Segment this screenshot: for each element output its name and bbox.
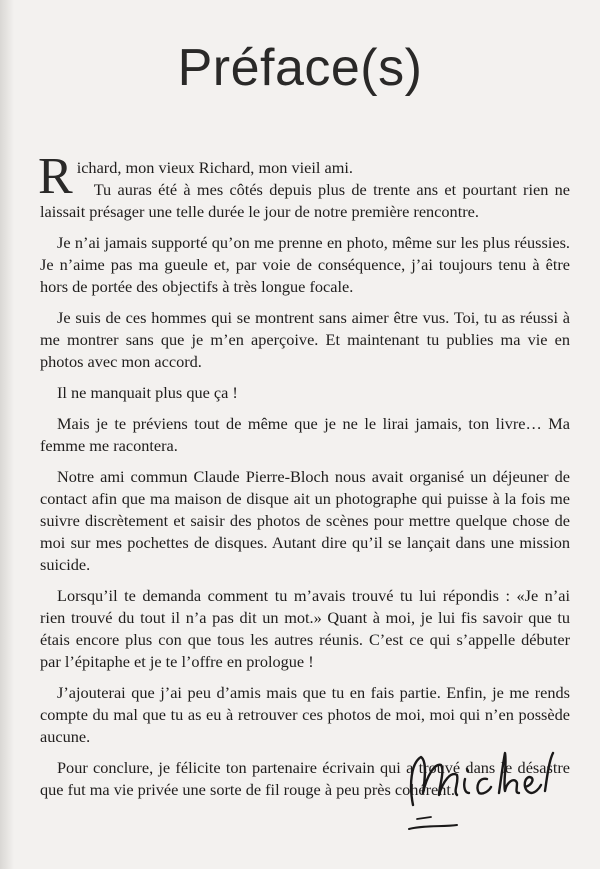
paragraph: Il ne manquait plus que ça ! — [57, 383, 238, 402]
paragraph: Je suis de ces hommes qui se montrent sans aimer être vus. Toi, tu as réussi à me montrer sans que je m’en aperçoive. Et maintenant tu publies ma vie en photos avec mon accord. — [40, 308, 570, 371]
drop-cap: R — [38, 148, 73, 205]
paragraph: Tu auras été à mes côtés depuis plus de trente ans et pourtant rien ne laissait présager une telle durée le jour de notre première rencontre. — [40, 180, 570, 221]
handwritten-signature — [395, 735, 565, 845]
paragraph: Mais je te préviens tout de même que je ne le lirai jamais, ton livre… Ma femme me racontera. — [40, 414, 570, 455]
paragraph: Lorsqu’il te demanda comment tu m’avais trouvé tu lui répondis : «Je n’ai rien trouvé du tout il n’a pas dit un mot.» Quant à moi, je lui fis savoir que tu étais encore plus con que tous les autres réunis. C’est ce qui s’appelle débuter par l’épitaphe et je te l’offre en prologue ! — [40, 586, 570, 671]
paragraph: Je n’ai jamais supporté qu’on me prenne en photo, même sur les plus réussies. Je n’aime pas ma gueule et, par voie de conséquence, j’ai toujours tenu à être hors de portée des objectifs à très longue focale. — [40, 233, 570, 296]
opening-line: ichard, mon vieux Richard, mon vieil ami. — [76, 158, 353, 177]
page-title: Préface(s) — [177, 39, 423, 97]
paragraph: J’ajouterai que j’ai peu d’amis mais que tu en fais partie. Enfin, je me rends compte du mal que tu as eu à retrouver ces photos de moi, moi qui n’en possède aucune. — [40, 683, 570, 746]
page-edge-shadow — [0, 0, 14, 869]
paragraph: Pour conclure, je félicite ton partenaire écrivain qui a trouvé dans le désastre que fut ma vie privée une sorte de fil rouge à peu près cohérent. — [40, 758, 570, 799]
paragraph: Notre ami commun Claude Pierre-Bloch nous avait organisé un déjeuner de contact afin que ma maison de disque ait un photographe qui puisse à la fois me suivre discrètement et saisir des photos de scènes pour mettre quelque chose de moi sur mes pochettes de disques. Autant dire qu’il se lançait dans une mission suicide. — [40, 467, 570, 574]
preface-body — [38, 148, 570, 810]
signature-drawing — [395, 735, 565, 845]
